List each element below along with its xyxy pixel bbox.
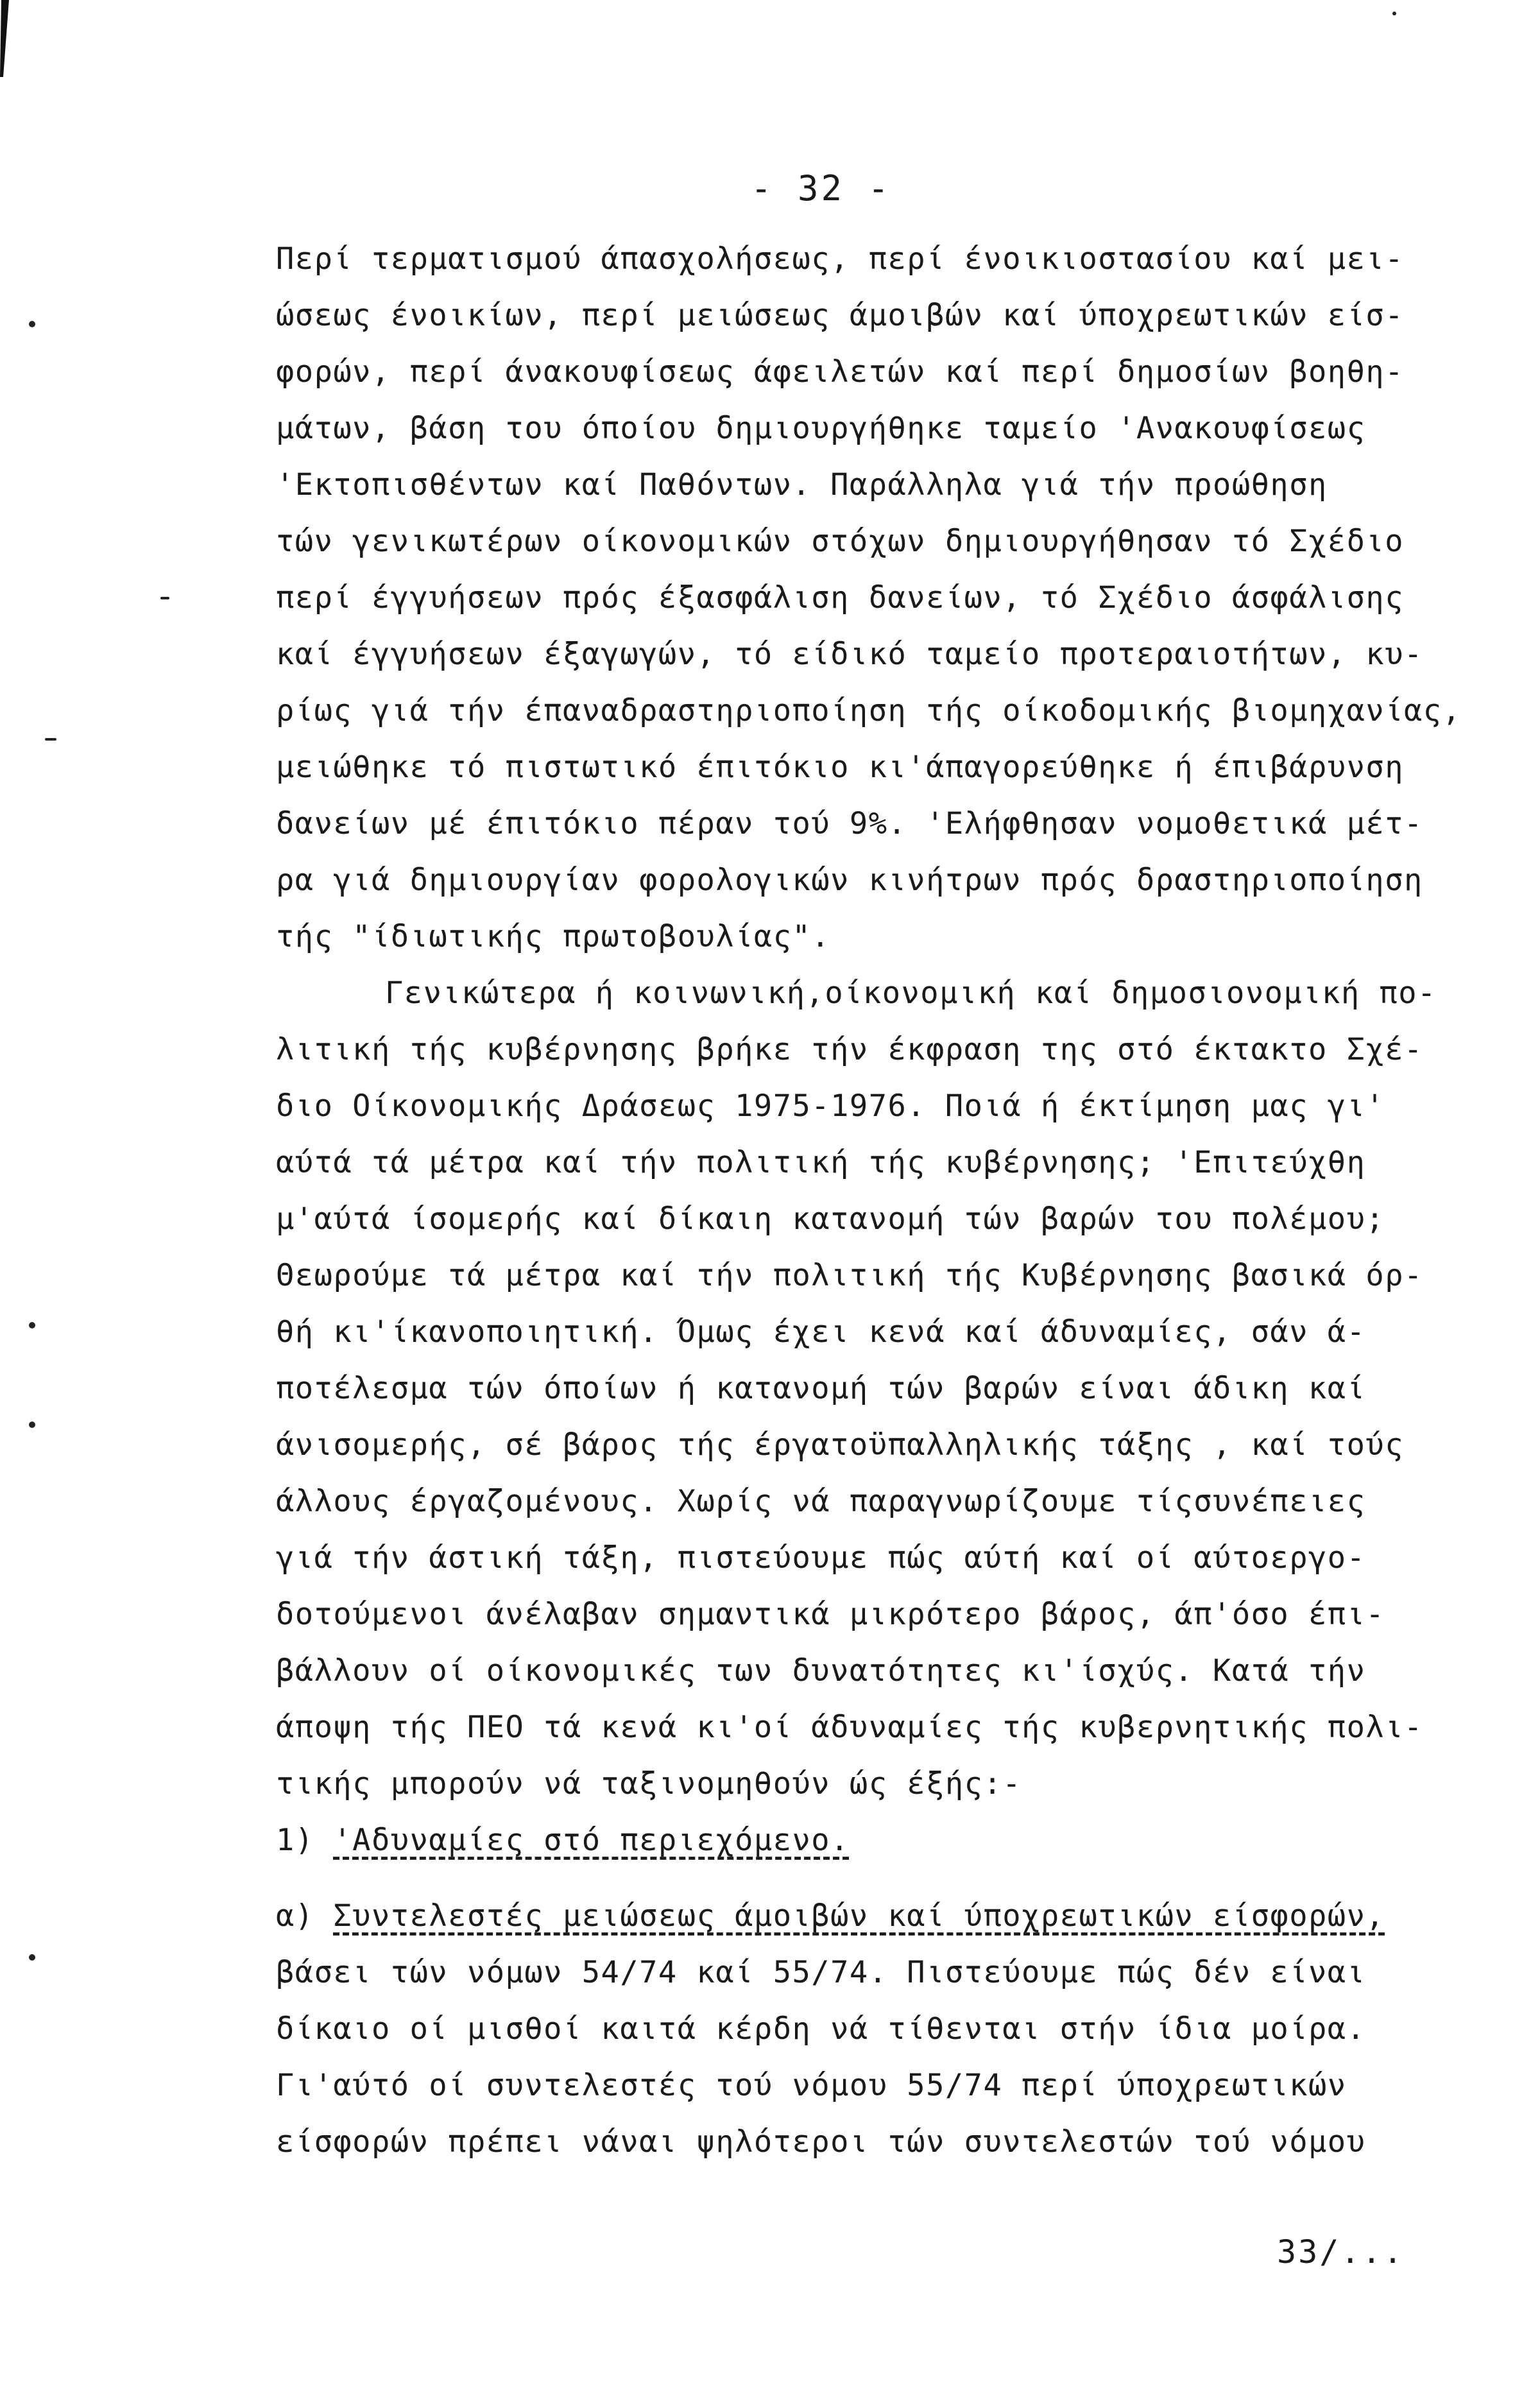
document-body (276, 231, 1482, 2170)
list-item-title (276, 1888, 1482, 1945)
text-line: μειώθηκε τό πιστωτικό έπιτόκιο κι'άπαγορεύθηκε ή έπιβάρυνση (276, 750, 1404, 785)
text-line: διο Οίκονομικής Δράσεως 1975-1976. Ποιά ή έκτίμηση μας γι' (276, 1088, 1385, 1124)
continuation-marker: 33/... (1277, 2233, 1405, 2271)
scan-speck (45, 738, 56, 741)
text-line: ποτέλεσμα τών όποίων ή κατανομή τών βαρών είναι άδικη καί (276, 1371, 1366, 1406)
item-label: α) (276, 1898, 314, 1934)
text-line: θή κι'ίκανοποιητική. Όμως έχει κενά καί άδυναμίες, σάν ά- (276, 1314, 1366, 1350)
text-line: τών γενικωτέρων οίκονομικών στόχων δημιουργήθησαν τό Σχέδιο (276, 524, 1404, 559)
text-line: ρίως γιά τήν έπαναδραστηριοποίηση τής οίκοδομικής βιομηχανίας, (276, 693, 1462, 728)
punch-hole-mark (1392, 12, 1396, 15)
text-line: τής "ίδιωτικής πρωτοβουλίας". (276, 919, 831, 954)
text-line: τικής μπορούν νά ταξινομηθούν ώς έξής:- (276, 1766, 1022, 1801)
text-line: 'Εκτοπισθέντων καί Παθόντων. Παράλληλα γιά τήν προώθηση (276, 467, 1328, 503)
section-heading (276, 1812, 1482, 1869)
text-line: Θεωρούμε τά μέτρα καί τήν πολιτική τής Κυβέρνησης βασικά όρ- (276, 1258, 1423, 1293)
text-line: δίκαιο οί μισθοί καιτά κέρδη νά τίθενται στήν ίδια μοίρα. (276, 2011, 1366, 2047)
text-line: είσφορών πρέπει νάναι ψηλότεροι τών συντελεστών τού νόμου (276, 2124, 1366, 2160)
text-line: καί έγγυήσεων έξαγωγών, τό είδικό ταμείο προτεραιοτήτων, κυ- (276, 637, 1423, 672)
text-line: γιά τήν άστική τάξη, πιστεύουμε πώς αύτή καί οί αύτοεργο- (276, 1540, 1366, 1576)
text-line: άλλους έργαζομένους. Χωρίς νά παραγνωρίζουμε τίςσυνέπειες (276, 1484, 1366, 1519)
text-line: περί έγγυήσεων πρός έξασφάλιση δανείων, τό Σχέδιο άσφάλισης (276, 580, 1404, 615)
text-line: βάσει τών νόμων 54/74 καί 55/74. Πιστεύουμε πώς δέν είναι (276, 1955, 1366, 1990)
corner-scan-mark (0, 0, 14, 77)
text-line: ώσεως ένοικίων, περί μειώσεως άμοιβών καί ύποχρεωτικών είσ- (276, 298, 1404, 333)
page-number: - 32 - (751, 168, 892, 209)
scan-speck (160, 597, 169, 599)
punch-hole-mark (29, 1954, 35, 1961)
heading-text: 'Αδυναμίες στό περιεχόμενο. (333, 1823, 850, 1858)
heading-number: 1) (276, 1823, 314, 1858)
item-title: Συντελεστές μειώσεως άμοιβών καί ύποχρεωτικών είσφορών, (333, 1898, 1385, 1934)
punch-hole-mark (29, 321, 35, 327)
text-line: Γενικώτερα ή κοινωνική,οίκονομική καί δημοσιονομική πο- (385, 975, 1437, 1011)
text-line: βάλλουν οί οίκονομικές των δυνατότητες κι'ίσχύς. Κατά τήν (276, 1653, 1366, 1688)
text-line: δοτούμενοι άνέλαβαν σημαντικά μικρότερο βάρος, άπ'όσο έπι- (276, 1597, 1385, 1632)
punch-hole-mark (29, 1322, 35, 1328)
text-line: άνισομερής, σέ βάρος τής έργατοϋπαλληλικής τάξης , καί τούς (276, 1427, 1404, 1463)
text-line: μάτων, βάση του όποίου δημιουργήθηκε ταμείο 'Ανακουφίσεως (276, 411, 1366, 446)
text-line: αύτά τά μέτρα καί τήν πολιτική τής κυβέρνησης; 'Επιτεύχθη (276, 1145, 1366, 1180)
text-line: δανείων μέ έπιτόκιο πέραν τού 9%. 'Ελήφθησαν νομοθετικά μέτ- (276, 806, 1423, 841)
text-line: άποψη τής ΠΕΟ τά κενά κι'οί άδυναμίες τής κυβερνητικής πολι- (276, 1710, 1423, 1745)
text-line: φορών, περί άνακουφίσεως άφειλετών καί περί δημοσίων βοηθη- (276, 354, 1404, 390)
text-line: μ'αύτά ίσομερής καί δίκαιη κατανομή τών βαρών του πολέμου; (276, 1201, 1385, 1237)
text-line: Γι'αύτό οί συντελεστές τού νόμου 55/74 περί ύποχρεωτικών (276, 2068, 1347, 2103)
text-line: λιτική τής κυβέρνησης βρήκε τήν έκφραση της στό έκτακτο Σχέ- (276, 1032, 1423, 1067)
text-line: ρα γιά δημιουργίαν φορολογικών κινήτρων πρός δραστηριοποίηση (276, 863, 1423, 898)
text-line: Περί τερματισμού άπασχολήσεως, περί ένοικιοστασίου καί μει- (276, 241, 1404, 277)
punch-hole-mark (29, 1422, 35, 1428)
